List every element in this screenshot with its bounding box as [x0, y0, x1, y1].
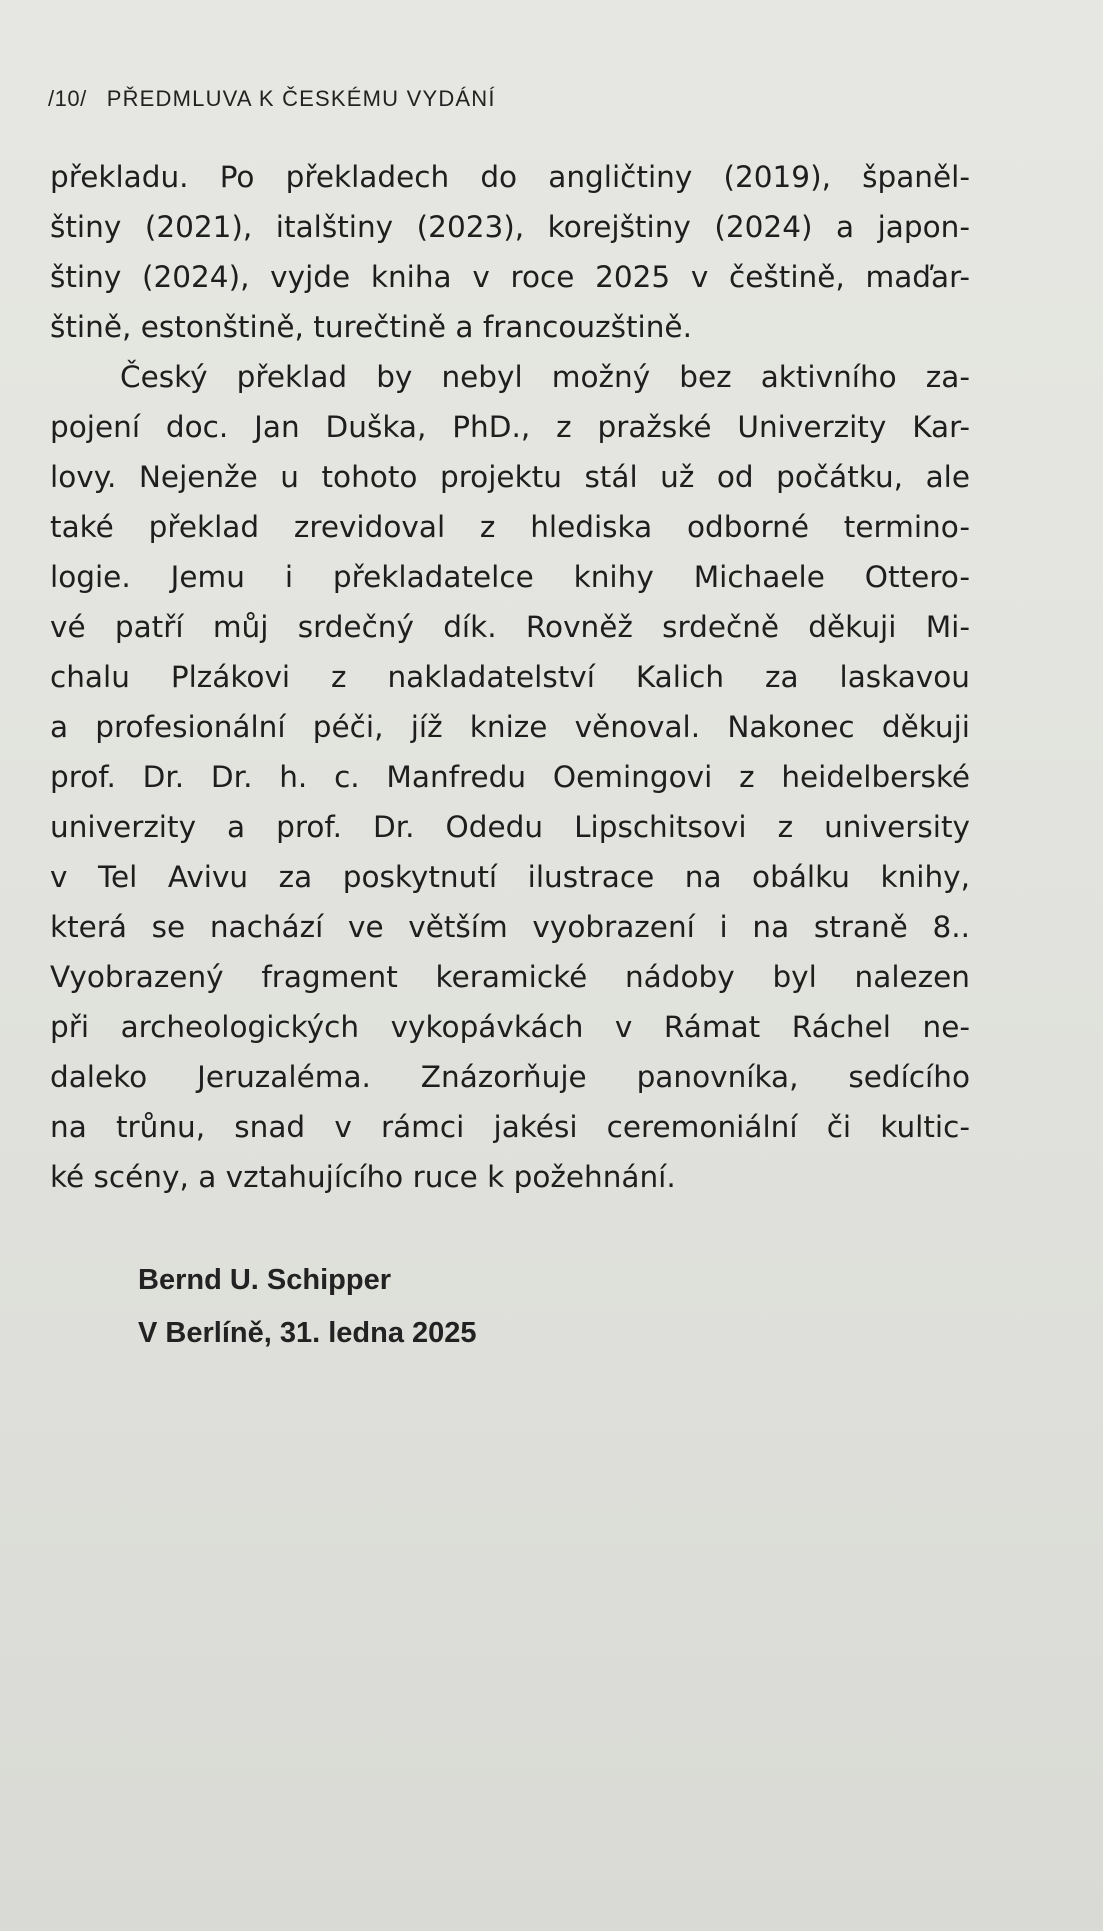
- text-line: prof. Dr. Dr. h. c. Manfredu Oemingovi z heidelberské: [50, 760, 970, 794]
- text-line: štiny (2021), italštiny (2023), korejštiny (2024) a japon-: [50, 210, 970, 244]
- text-line: která se nachází ve větším vyobrazení i na straně 8..: [50, 910, 970, 944]
- text-line: štiny (2024), vyjde kniha v roce 2025 v češtině, maďar-: [50, 260, 970, 294]
- text-line: a profesionální péči, jíž knize věnoval. Nakonec děkuji: [50, 710, 970, 744]
- text-line: vé patří můj srdečný dík. Rovněž srdečně děkuji Mi-: [50, 610, 970, 644]
- text-line: také překlad zrevidoval z hlediska odborné termino-: [50, 510, 970, 544]
- text-line: daleko Jeruzaléma. Znázorňuje panovníka, sedícího: [50, 1060, 970, 1094]
- page-number: /10/: [48, 86, 87, 111]
- text-line: ké scény, a vztahujícího ruce k požehnání.: [50, 1160, 676, 1194]
- text-line: na trůnu, snad v rámci jakési ceremoniální či kultic-: [50, 1110, 970, 1144]
- text-line: univerzity a prof. Dr. Odedu Lipschitsovi z university: [50, 810, 970, 844]
- signature-block: [138, 1254, 477, 1360]
- running-header: [48, 86, 496, 112]
- text-line: Český překlad by nebyl možný bez aktivního za-: [120, 360, 970, 394]
- text-line: chalu Plzákovi z nakladatelství Kalich za laskavou: [50, 660, 970, 694]
- place-date: V Berlíně, 31. ledna 2025: [138, 1317, 477, 1349]
- text-line: pojení doc. Jan Duška, PhD., z pražské Univerzity Kar-: [50, 410, 970, 444]
- text-line: lovy. Nejenže u tohoto projektu stál už od počátku, ale: [50, 460, 970, 494]
- text-line: překladu. Po překladech do angličtiny (2019), španěl-: [50, 160, 970, 194]
- text-line: v Tel Avivu za poskytnutí ilustrace na obálku knihy,: [50, 860, 970, 894]
- text-line: Vyobrazený fragment keramické nádoby byl nalezen: [50, 960, 970, 994]
- text-line: při archeologických vykopávkách v Rámat Ráchel ne-: [50, 1010, 970, 1044]
- author-name: Bernd U. Schipper: [138, 1264, 391, 1296]
- text-line: logie. Jemu i překladatelce knihy Michaele Ottero-: [50, 560, 970, 594]
- text-line: štině, estonštině, turečtině a francouzštině.: [50, 310, 692, 344]
- body-text: [50, 152, 970, 1202]
- chapter-title: PŘEDMLUVA K ČESKÉMU VYDÁNÍ: [106, 86, 496, 111]
